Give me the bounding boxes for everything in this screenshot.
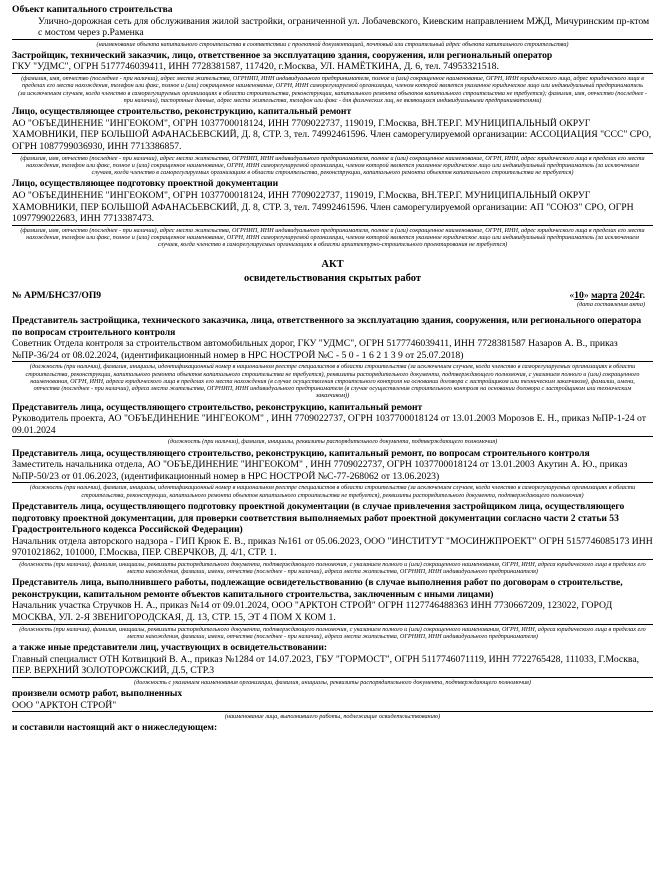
rep-builder-footnote: (должность (при наличии), фамилия, инициалы, реквизиты распорядительного документа, подтверждающего полномочия) [167,438,498,446]
others-value: Главный специалист ОТН Котвицкий В. А., приказ №1284 от 14.07.2023, ГБУ "ГОРМОСТ", ОГРН 5117746071119, ИНН 7722765428, 111033, Г.Москва, ПЕР. ВЕРХНИЙ ЗОЛОТОРОЖСКИЙ, Д.5, СТР.3 [12,654,653,678]
designer-footnote: (фамилия, имя, отчество (последнее - при наличии), адрес места жительства, ОГРНИП, ИНН индивидуального предпринимателя, полное и (или) сокращенное наименование, ОГРН, ИНН, адрес юридического лица в пределах его места нахождения, телефон или факс, полное и (или) сокращенное наименование, ОГРН, ИНН саморегулируемой организации, членом которой является указанное юридическое лицо или индивидуальный предприниматель (за исключением случаев, когда членство в саморегулируемых организациях в области архитектурно-строительного проектирования не требуется) [20,226,645,249]
closing-heading: и составили настоящий акт о нижеследующем: [12,722,218,734]
act-number: № АРМ/БНС37/ОП9 [12,289,102,301]
rep-builder-value: Руководитель проекта, АО "ОБЪЕДИНЕНИЕ "ИНГЕОКОМ" , ИНН 7709022737, ОГРН 1037700018124 от 13.01.2003 Морозов Е. Н., приказ №ПР-1-24 от 09.01.2024 [12,413,653,437]
act-date-day: 10 [574,290,584,302]
act-date-month: марта [591,290,618,302]
rep-designer-heading: Представитель лица, осуществляющего подготовку проектной документации (в случае привлечения застройщиком лица, осуществляющего подготовку проектной документации, для проверки соответствия выполняемых работ проектной документации согласно части 2 статьи 53 Градостроительного кодекса Российской Федерации) [12,501,625,536]
rep-customer-value: Советник Отдела контроля за строительством автомобильных дорог, ГКУ "УДМС", ОГРН 5177746039411, ИНН 7728381587 Назаров А. В., приказ №ПР-36/24 от 08.02.2024, (идентификационный номер в НРС НОСТРОЙ №С - 5 0 - 1 6 2 1 3 9 от 25.07.2018) [12,338,653,362]
designer-value: АО "ОБЪЕДИНЕНИЕ "ИНГЕОКОМ", ОГРН 1037700018124, ИНН 7709022737, 119019, Г.Москва, ВН.ТЕР.Г. МУНИЦИПАЛЬНЫЙ ОКРУГ ХАМОВНИКИ, ПЕР БОЛЬШОЙ АФАНАСЬЕВСКИЙ, Д. 8, СТР. 3, тел. 74992461596. Член саморегулируемой организации: АП "СОЮЗ" СРО, ОГРН 1097799022683, ИНН 7713387473. [12,190,653,226]
act-subtitle: освидетельствования скрытых работ [243,272,422,284]
developer-heading: Застройщик, технический заказчик, лицо, ответственное за эксплуатацию здания, сооружения, или региональный оператор [12,49,553,61]
act-date: «10» марта 2024г. [569,290,645,302]
developer-footnote: (фамилия, имя, отчество (последнее - при наличии), адрес места жительства, ОГРНИП, ИНН индивидуального предпринимателя, полное и (или) сокращенное наименование, ОГРН, ИНН юридического лица, адрес юридического лица в пределах его места нахождения, телефон или факс, полное и (или) сокращенное наименование, ОГРН, ИНН саморегулируемой организации, членом которой является указанное юридическое лицо или индивидуальный предприниматель (за исключением случаев, когда членство в саморегулируемых организациях в области строительства, реконструкции, капитального ремонта объектов капитального строительства не требуется); фамилия, имя, отчество (последнее - при наличии), паспортные данные, адрес места жительства, телефон или факс - для физических лиц, не являющихся индивидуальными предпринимателями) [18,75,647,104]
act-date-year: 2024 [619,290,640,302]
object-heading: Объект капитального строительства [12,4,173,15]
rep-performer-heading: Представитель лица, выполнившего работы, подлежащие освидетельствованию (в случае выполнения работ по договорам о строительстве, реконструкции, капитальном ремонте объектов капитального строительства, заключенным с иными лицами) [12,577,623,600]
rep-designer-footnote: (должность (при наличии), фамилия, инициалы, реквизиты распорядительного документа, подтверждающего полномочия, с указанием полного и (или) сокращенного наименования, ОГРН, ИНН, адреса юридического лица в пределах его места нахождения, фамилии, имени, отчества (последнее - при наличии), адреса места жительства, ОГРНИП, ИНН индивидуального предпринимателя) [19,560,646,576]
rep-builder-control-value: Заместитель начальника отдела, АО "ОБЪЕДИНЕНИЕ "ИНГЕОКОМ" , ИНН 7709022737, ОГРН 1037700018124 от 13.01.2003 Акутин А. Ю., приказ №ПР-50/23 от 01.06.2023, (идентификационный номер в НРС НОСТРОЙ №С-77-268062 от 13.06.2023) [12,459,653,483]
rep-builder-heading: Представитель лица, осуществляющего строительство, реконструкцию, капитальный ремонт [12,401,423,413]
object-footnote: (наименование объекта капитального строительства в соответствии с проектной документацией, почтовый или строительный адрес объекта капитального строительства) [96,40,569,48]
inspected-footnote: (наименование лица, выполнившего работы, подлежащие освидетельствованию) [224,713,441,721]
developer-value: ГКУ "УДМС", ОГРН 5177746039411, ИНН 7728381587, 117420, г.Москва, УЛ. НАМЁТКИНА, Д. 6, тел. 74953321518. [12,61,653,74]
others-footnote: (должность с указанием наименования организации, фамилия, инициалы, реквизиты распорядительного документа, подтверждающего полномочия) [134,678,531,686]
act-number-row [12,290,653,302]
builder-heading: Лицо, осуществляющее строительство, реконструкцию, капитальный ремонт [12,106,352,118]
rep-performer-footnote: (должность (при наличии), фамилия, инициалы, реквизиты распорядительного документа, подтверждающего полномочия, с указанием полного и (или) сокращенного наименования, ОГРН, ИНН, адреса юридического лица в пределах его места нахождения, фамилии, имени, отчества (последнее - при наличии), адреса места жительства, ОГРНИП, ИНН индивидуального предпринимателя) [19,625,646,640]
act-date-caption: (дата составления акта) [576,301,645,309]
rep-customer-heading: Представитель застройщика, технического заказчика, лица, ответственного за эксплуатацию здания, сооружения, или регионального оператора по вопросам строительного контроля [12,315,642,338]
others-heading: а также иные представители лиц, участвующих в освидетельствовании: [12,642,328,654]
rep-designer-value: Начальник отдела авторского надзора - ГИП Крюк Е. В., приказ №161 от 05.06.2023, ООО "ИНСТИТУТ "МОСИНЖПРОЕКТ" ОГРН 5157746085173 ИНН 9701021862, 101000, Г.Москва, ПЕР. СВЕРЧКОВ, Д. 4/1, СТР. 1. [12,535,653,559]
object-value: Улично-дорожная сеть для обслуживания жилой застройки, ограниченной ул. Лобачевского, Киевским направлением МЖД, Мичуринским пр-ктом с мостом через р.Раменка [12,16,653,40]
rep-customer-footnote: (должность (при наличии), фамилия, инициалы, идентификационный номер в национальном реестре специалистов в области строительства (за исключением случаев, когда членство в саморегулируемых организациях в области строительства, реконструкции, капитального ремонта объектов капитального строительства не требуется), реквизиты распорядительного документа, подтверждающего полномочия, с указанием полного и (или) сокращенного наименования, ОГРН, ИНН, адреса юридического лица в пределах его места нахождения (в случае осуществления строительного контроля на основании договора с застройщиком или техническим заказчиком), фамилии, имени, отчества (последнее - при наличии), адреса места жительства, ОГРНИП, ИНН индивидуального предпринимателя (в случае осуществления строительного контроля на основании договора с застройщиком или техническим заказчиком)) [25,363,640,400]
inspected-heading: произвели осмотр работ, выполненных [12,688,183,700]
rep-builder-control-heading: Представитель лица, осуществляющего строительство, реконструкцию, капитальный ремонт, по вопросам строительного контроля [12,447,590,459]
builder-footnote: (фамилия, имя, отчество (последнее - при наличии), адрес места жительства, ОГРНИП, ИНН индивидуального предпринимателя, полное и (или) сокращенное наименование, ОГРН, ИНН, адрес юридического лица в пределах его места нахождения, телефон или факс, полное и (или) сокращенное наименование, ОГРН, ИНН саморегулируемой организации, членом которой является указанное юридическое лицо или индивидуальный предприниматель (за исключением случаев, когда членство в саморегулируемых организациях в области строительства, реконструкции, капитального ремонта объектов капитального строительства не требуется) [20,154,645,177]
designer-heading: Лицо, осуществляющее подготовку проектной документации [12,178,279,190]
act-title: АКТ [321,258,344,270]
act-document [12,0,653,734]
inspected-value: ООО "АРКТОН СТРОЙ" [12,700,653,713]
builder-value: АО "ОБЪЕДИНЕНИЕ "ИНГЕОКОМ", ОГРН 1037700018124, ИНН 7709022737, 119019, Г.Москва, ВН.ТЕР.Г. МУНИЦИПАЛЬНЫЙ ОКРУГ ХАМОВНИКИ, ПЕР БОЛЬШОЙ АФАНАСЬЕВСКИЙ, Д. 8, СТР. 3, тел. 74992461596. Член саморегулируемой организации: АССОЦИАЦИЯ "ССС" СРО, ОГРН 1087799036930, ИНН 7713386857. [12,117,652,152]
rep-performer-value: Начальник участка Стручков Н. А., приказ №14 от 09.01.2024, ООО "АРКТОН СТРОЙ" ОГРН 1127746488363 ИНН 7730667209, 123022, ГОРОД МОСКВА, УЛ. 2-Я ЗВЕНИГОРОДСКАЯ, Д. 13, СТР. 15, ЭТ 4 ПОМ Х КОМ 1. [12,600,653,624]
rep-builder-control-footnote: (должность (при наличии), фамилия, инициалы, идентификационный номер в национальном реестре специалистов в области строительства (за исключением случаев, когда членство в саморегулируемых организациях в области строительства, реконструкции, капитального ремонта объектов капитального строительства не требуется), реквизиты распорядительного документа, подтверждающего полномочия) [29,484,636,499]
